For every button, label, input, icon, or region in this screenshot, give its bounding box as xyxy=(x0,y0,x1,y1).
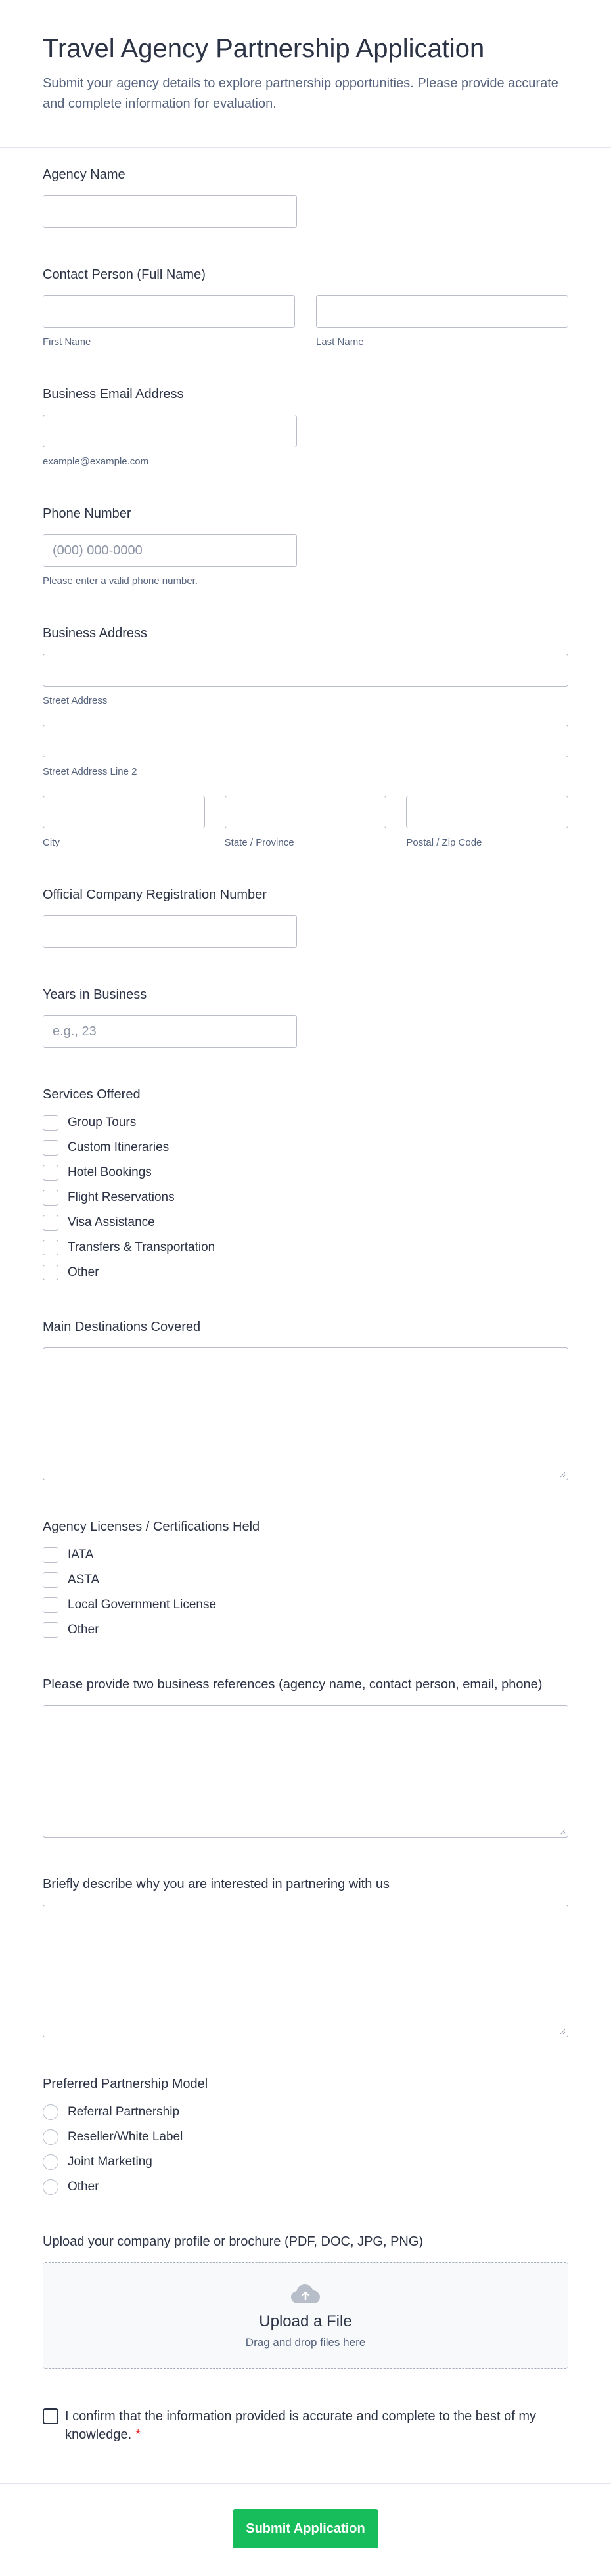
license-option[interactable] xyxy=(43,1597,568,1613)
years-field xyxy=(43,986,568,1048)
first-name-sublabel: First Name xyxy=(43,336,91,348)
email-sublabel: example@example.com xyxy=(43,456,149,467)
service-option-label: Other xyxy=(68,1265,99,1279)
agency-name-field xyxy=(43,166,568,228)
page-title: Travel Agency Partnership Application xyxy=(43,34,485,63)
references-label: Please provide two business references (agency name, contact person, email, phone) xyxy=(43,1677,543,1692)
checkbox[interactable] xyxy=(43,1572,58,1588)
agency-name-label: Agency Name xyxy=(43,168,125,182)
street-address-2-input[interactable] xyxy=(43,725,568,757)
state-input[interactable] xyxy=(225,796,387,828)
license-option-label: Other xyxy=(68,1623,99,1637)
service-option-label: Group Tours xyxy=(68,1116,137,1129)
service-option-label: Visa Assistance xyxy=(68,1215,155,1229)
last-name-input[interactable] xyxy=(316,295,568,328)
confirm-text: I confirm that the information provided is accurate and complete to the best of my knowledge. xyxy=(65,2409,537,2442)
phone-label: Phone Number xyxy=(43,507,131,521)
confirm-field xyxy=(43,2407,568,2444)
interest-label: Briefly describe why you are interested in partnering with us xyxy=(43,1877,390,1891)
references-field xyxy=(43,1676,568,1838)
references-textarea[interactable] xyxy=(43,1705,568,1838)
partnership-model-label: Preferred Partnership Model xyxy=(43,2077,208,2091)
required-mark: * xyxy=(135,2428,141,2442)
model-option[interactable] xyxy=(43,2104,568,2120)
cloud-upload-icon xyxy=(290,2282,321,2305)
checkbox[interactable] xyxy=(43,1622,58,1638)
agency-name-input[interactable] xyxy=(43,195,297,228)
partnership-model-field xyxy=(43,2075,568,2195)
service-option[interactable] xyxy=(43,1215,568,1231)
city-sublabel: City xyxy=(43,837,60,848)
model-option-label: Other xyxy=(68,2180,99,2194)
checkbox[interactable] xyxy=(43,1597,58,1613)
service-option[interactable] xyxy=(43,1190,568,1206)
page-subtitle: Submit your agency details to explore partnership opportunities. Please provide accurate and complete information for evaluation. xyxy=(43,76,558,111)
service-option-label: Flight Reservations xyxy=(68,1190,175,1204)
street-address-input[interactable] xyxy=(43,654,568,687)
model-option[interactable] xyxy=(43,2179,568,2195)
upload-title: Upload a File xyxy=(259,2312,352,2330)
street-address-2-sublabel: Street Address Line 2 xyxy=(43,766,137,777)
destinations-label: Main Destinations Covered xyxy=(43,1320,201,1334)
service-option[interactable] xyxy=(43,1165,568,1181)
checkbox[interactable] xyxy=(43,1240,58,1255)
form-footer xyxy=(0,2483,611,2576)
application-form xyxy=(0,148,611,2444)
phone-input[interactable]: (000) 000-0000 xyxy=(43,534,297,567)
last-name-sublabel: Last Name xyxy=(316,336,364,348)
services-field xyxy=(43,1086,568,1280)
model-option-label: Joint Marketing xyxy=(68,2155,152,2169)
resize-grip-icon[interactable] xyxy=(559,1828,566,1835)
file-upload-dropzone[interactable] xyxy=(43,2262,568,2369)
service-option[interactable] xyxy=(43,1140,568,1156)
service-option[interactable] xyxy=(43,1115,568,1131)
licenses-field xyxy=(43,1518,568,1638)
email-label: Business Email Address xyxy=(43,387,184,401)
email-field xyxy=(43,386,568,467)
upload-field xyxy=(43,2233,568,2369)
contact-person-label: Contact Person (Full Name) xyxy=(43,267,206,282)
registration-field xyxy=(43,886,568,948)
checkbox[interactable] xyxy=(43,1215,58,1231)
model-option[interactable] xyxy=(43,2154,568,2170)
street-address-sublabel: Street Address xyxy=(43,695,108,706)
interest-textarea[interactable] xyxy=(43,1905,568,2037)
model-option-label: Referral Partnership xyxy=(68,2105,180,2119)
service-option-label: Custom Itineraries xyxy=(68,1141,170,1154)
checkbox[interactable] xyxy=(43,1265,58,1280)
license-option-label: IATA xyxy=(68,1548,94,1562)
upload-label: Upload your company profile or brochure (PDF, DOC, JPG, PNG) xyxy=(43,2234,424,2249)
license-option-label: Local Government License xyxy=(68,1598,217,1612)
service-option[interactable] xyxy=(43,1265,568,1280)
phone-field xyxy=(43,505,568,587)
license-option[interactable] xyxy=(43,1572,568,1588)
confirm-checkbox[interactable] xyxy=(43,2408,58,2424)
services-label: Services Offered xyxy=(43,1087,141,1102)
checkbox[interactable] xyxy=(43,1140,58,1156)
checkbox[interactable] xyxy=(43,1165,58,1181)
address-field xyxy=(43,625,568,848)
radio-button[interactable] xyxy=(43,2104,58,2120)
submit-button[interactable]: Submit Application xyxy=(233,2509,378,2548)
licenses-label: Agency Licenses / Certifications Held xyxy=(43,1520,260,1534)
radio-button[interactable] xyxy=(43,2179,58,2195)
checkbox[interactable] xyxy=(43,1190,58,1206)
postal-input[interactable] xyxy=(406,796,568,828)
email-input[interactable] xyxy=(43,415,297,447)
address-label: Business Address xyxy=(43,626,147,641)
radio-button[interactable] xyxy=(43,2129,58,2145)
years-label: Years in Business xyxy=(43,987,147,1002)
postal-sublabel: Postal / Zip Code xyxy=(406,837,482,848)
contact-person-field xyxy=(43,266,568,348)
upload-subtitle: Drag and drop files here xyxy=(245,2336,366,2349)
resize-grip-icon[interactable] xyxy=(559,1471,566,1478)
service-option-label: Transfers & Transportation xyxy=(68,1240,215,1254)
license-option-label: ASTA xyxy=(68,1573,100,1587)
city-input[interactable] xyxy=(43,796,205,828)
model-option-label: Reseller/White Label xyxy=(68,2130,183,2144)
phone-sublabel: Please enter a valid phone number. xyxy=(43,576,198,587)
resize-grip-icon[interactable] xyxy=(559,2028,566,2035)
license-option[interactable] xyxy=(43,1547,568,1563)
destinations-textarea[interactable] xyxy=(43,1347,568,1480)
destinations-field xyxy=(43,1319,568,1480)
registration-input[interactable] xyxy=(43,915,297,948)
radio-button[interactable] xyxy=(43,2154,58,2170)
interest-field xyxy=(43,1876,568,2037)
confirm-label xyxy=(65,2407,568,2444)
state-sublabel: State / Province xyxy=(224,837,294,848)
checkbox[interactable] xyxy=(43,1547,58,1563)
years-input[interactable]: e.g., 23 xyxy=(43,1015,297,1048)
first-name-input[interactable] xyxy=(43,295,295,328)
form-header xyxy=(0,0,611,148)
license-option[interactable] xyxy=(43,1622,568,1638)
model-option[interactable] xyxy=(43,2129,568,2145)
service-option-label: Hotel Bookings xyxy=(68,1165,152,1179)
registration-label: Official Company Registration Number xyxy=(43,888,267,902)
checkbox[interactable] xyxy=(43,1115,58,1131)
service-option[interactable] xyxy=(43,1240,568,1255)
